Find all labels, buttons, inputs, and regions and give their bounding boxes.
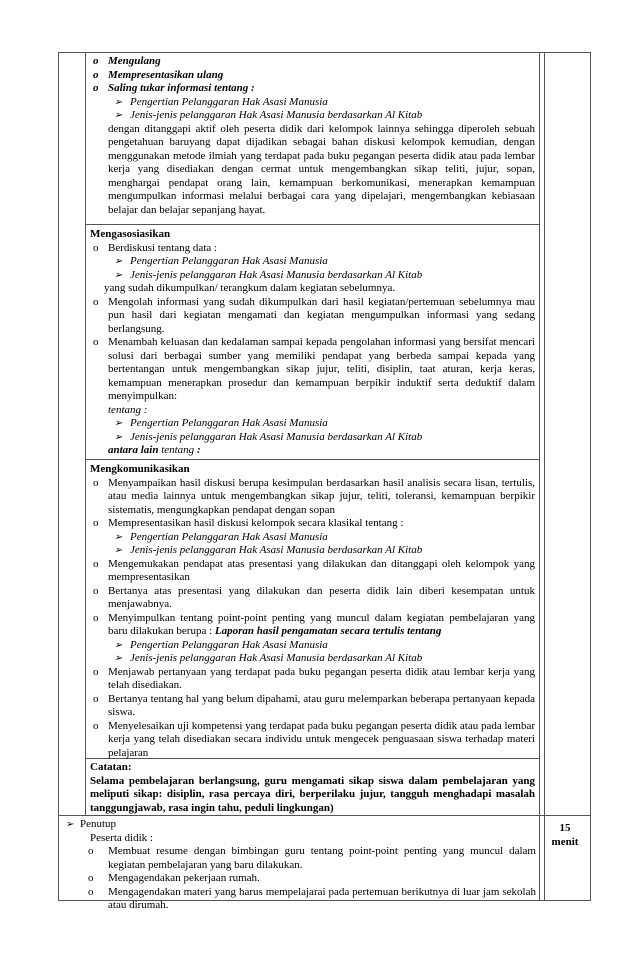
list-item: ➢ Jenis-jenis pelanggaran Hak Asasi Manusia berdasarkan Al Kitab (114, 109, 423, 121)
row-separator-1 (85, 224, 540, 225)
list-item: o Menambah keluasan dan kedalaman sampai kepada pengolahan informasi yang bersifat mencari solusi dari berbagai sumber yang memiliki pendapat yang berbeda sampai kepada yang bertentangan untuk mengembangkan sikap jujur, teliti, disiplin, taat aturan, kerja keras, kemampuan menerapkan prosedur dan kemampuan berpikir induktif serta deduktif dalam menyimpulkan: (93, 336, 535, 402)
section-title: Catatan: (90, 761, 132, 773)
list-item: ➢ Pengertian Pelanggaran Hak Asasi Manusia (114, 417, 328, 429)
paragraph: Peserta didik : (90, 831, 153, 844)
list-item: ➢ Pengertian Pelanggaran Hak Asasi Manusia (114, 638, 328, 651)
block-mengkomunikasikan (90, 463, 535, 760)
section-title: ➢ Penutup (66, 818, 117, 830)
list-item: ➢ Jenis-jenis pelanggaran Hak Asasi Manusia berdasarkan Al Kitab (114, 268, 423, 281)
list-item: o Mengagendakan pekerjaan rumah. (88, 872, 260, 884)
time-number: 15 (559, 822, 571, 834)
paragraph: Selama pembelajaran berlangsung, guru mengamati sikap siswa dalam pembelajaran yang meliputi sikap: disiplin, rasa percaya diri, berperilaku jujur, tangguh menghadapi masalah tanggungjawab, rasa ingin tahu, peduli lingkungan) (90, 774, 535, 814)
list-item: o Bertanya atas presentasi yang dilakukan dan peserta didik lain diberi kesempatan untuk menjawabnya. (93, 584, 535, 610)
list-item: o Bertanya tentang hal yang belum dipahami, atau guru melemparkan beberapa pertanyaan kepada siswa. (93, 692, 535, 718)
list-item: o Mengolah informasi yang sudah dikumpulkan dari hasil kegiatan/pertemuan sebelumnya mau pun hasil dari kegiatan mengamati dan kegiatan mengumpulkan informasi yang sedang berlangsung. (93, 295, 535, 335)
list-item: ➢ Jenis-jenis pelanggaran Hak Asasi Manusia berdasarkan Al Kitab (114, 652, 423, 664)
list-item: ➢ Jenis-jenis pelanggaran Hak Asasi Manusia berdasarkan Al Kitab (114, 430, 423, 443)
paragraph: tentang : (108, 403, 148, 416)
list-item: o Menyimpulkan tentang point-point penting yang muncul dalam kegiatan pembelajaran yang baru dilakukan berupa : Laporan hasil pengamatan secara tertulis tentang (93, 611, 535, 637)
block-mengasosiasikan (90, 228, 535, 458)
list-item: o Berdiskusi tentang data : (93, 241, 218, 254)
list-item: o Menyampaikan hasil diskusi berupa kesimpulan berdasarkan hasil analisis secara lisan, tertulis, atau media lainnya untuk mengembangkan sikap jujur, teliti, toleransi, kemampuan berpikir sistematis, mengungkapkan pendapat dengan sopan (93, 476, 535, 516)
row-separator-4 (58, 815, 591, 816)
table-border-top (58, 52, 591, 53)
list-item: ➢ Pengertian Pelanggaran Hak Asasi Manusia (114, 95, 328, 108)
paragraph: antara lain tentang : (108, 444, 201, 456)
block-penutup (66, 818, 536, 913)
block-mengulang (90, 55, 535, 217)
section-title: Mengkomunikasikan (90, 463, 190, 475)
table-border-left (58, 52, 59, 901)
paragraph: dengan ditanggapi aktif oleh peserta didik dari kelompok lainnya sehingga diperoleh sebuah pengetahuan baruyang dapat dijadikan sebagai bahan diskusi kelompok kemudian, dengan menggunakan metode ilmiah yang terdapat pada buku pegangan peserta didik atau pada lembar kerja yang disediakan dengan cermat untuk mengembangkan sikap teliti, jujur, sopan, menghargai pendapat orang lain, kemampuan berkomunikasi, menerapkan kemampuan mengumpulkan informasi melalui berbagai cara yang dipelajari, mengembangkan kebiasaan belajar dan belajar sepanjang hayat. (108, 122, 535, 216)
table-divider-inner (85, 52, 86, 815)
list-item: ➢ Jenis-jenis pelanggaran Hak Asasi Manusia berdasarkan Al Kitab (114, 544, 423, 556)
list-item: o Mempresentasikan hasil diskusi kelompok secara klasikal tentang : (93, 517, 404, 529)
time-unit: menit (551, 835, 579, 848)
table-divider-right (544, 52, 545, 901)
list-item: o Membuat resume dengan bimbingan guru tentang point-point penting yang muncul dalam kegiatan pembelajaran yang baru dilakukan. (88, 845, 536, 871)
list-item: ➢ Pengertian Pelanggaran Hak Asasi Manusia (114, 255, 328, 267)
paragraph: yang sudah dikumpulkan/ terangkum dalam kegiatan sebelumnya. (104, 282, 396, 294)
table-border-right (590, 52, 591, 901)
list-item: o Mempresentasikan ulang (93, 68, 224, 81)
list-item: o Menjawab pertanyaan yang terdapat pada buku pegangan peserta didik atau lembar kerja yang telah disediakan. (93, 665, 535, 691)
block-catatan (90, 761, 535, 815)
list-item: o Saling tukar informasi tentang : (93, 82, 255, 94)
time-allocation (540, 822, 590, 849)
table-divider-content (539, 52, 540, 901)
row-separator-2 (85, 459, 540, 460)
list-item: o Mengagendakan materi yang harus mempelajarai pada pertemuan berikutnya di luar jam sekolah atau dirumah. (88, 885, 536, 911)
section-title: Mengasosiasikan (90, 228, 171, 240)
list-item: o Mengemukakan pendapat atas presentasi yang dilakukan dan ditanggapi oleh kelompok yang mempresentasikan (93, 557, 535, 583)
list-item: o Mengulang (93, 55, 161, 67)
list-item: ➢ Pengertian Pelanggaran Hak Asasi Manusia (114, 530, 328, 543)
list-item: o Menyelesaikan uji kompetensi yang terdapat pada buku pegangan peserta didik atau pada lembar kerja yang telah disediakan secara individu untuk mengecek penguasaan siswa terhadap materi pelajaran (93, 719, 536, 759)
